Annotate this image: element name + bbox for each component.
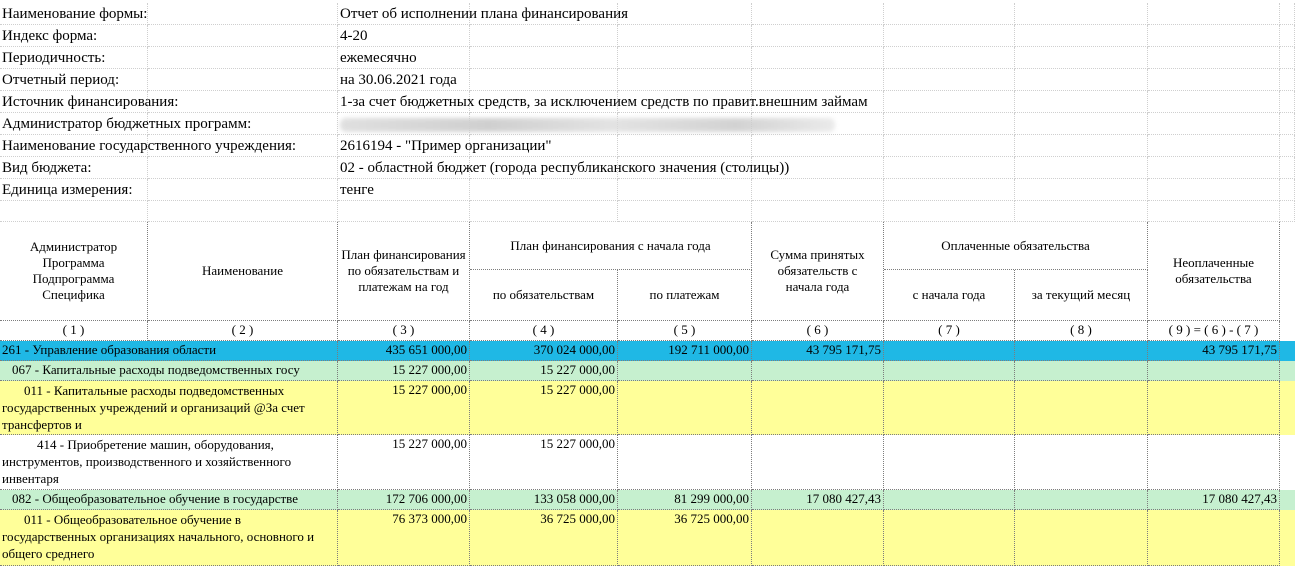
meta-row — [0, 3, 1295, 25]
cell-unpaid[interactable] — [1148, 361, 1280, 381]
cell-plan-obl[interactable]: 15 227 000,00 — [470, 435, 618, 490]
cell-paid-start[interactable] — [884, 361, 1015, 381]
table-row — [0, 490, 1295, 510]
col-number[interactable]: ( 1 ) — [0, 321, 148, 341]
cell-plan-obl[interactable]: 36 725 000,00 — [470, 510, 618, 566]
spreadsheet-cell[interactable] — [1280, 201, 1295, 222]
col-number[interactable]: ( 5 ) — [618, 321, 752, 341]
row-name[interactable]: 082 - Общеобразовательное обучение в государстве — [0, 490, 338, 510]
meta-label[interactable]: Наименование формы: — [0, 3, 148, 25]
meta-label[interactable]: Индекс форма: — [0, 25, 148, 47]
header-col3[interactable]: План финансирования по обязательствам и платежам на год — [338, 222, 470, 321]
meta-label[interactable]: Периодичность: — [0, 47, 148, 69]
spreadsheet-cell[interactable] — [884, 113, 1015, 135]
meta-value[interactable] — [338, 113, 470, 135]
cell-paid-month[interactable] — [1015, 341, 1148, 361]
spreadsheet-cell[interactable] — [1148, 179, 1280, 201]
spreadsheet-cell[interactable] — [338, 201, 470, 222]
header-col2[interactable]: Наименование — [148, 222, 338, 321]
table-row — [0, 510, 1295, 566]
meta-label[interactable]: Источник финансирования: — [0, 91, 148, 113]
header-col1[interactable]: Администратор Программа Подпрограмма Специфика — [0, 222, 148, 321]
spreadsheet-cell[interactable] — [470, 179, 618, 201]
spreadsheet-cell[interactable] — [1148, 157, 1280, 179]
spreadsheet-cell[interactable] — [148, 47, 338, 69]
cell-plan-obl[interactable]: 133 058 000,00 — [470, 490, 618, 510]
spreadsheet-cell[interactable] — [618, 179, 752, 201]
row-name[interactable]: 067 - Капитальные расходы подведомственных госу — [0, 361, 338, 381]
spreadsheet-cell[interactable] — [1148, 69, 1280, 91]
spreadsheet-cell[interactable] — [1148, 135, 1280, 157]
cell-paid-start[interactable] — [884, 341, 1015, 361]
spreadsheet-cell[interactable] — [1280, 490, 1295, 510]
spreadsheet-cell[interactable] — [148, 3, 338, 25]
row-name[interactable]: 414 - Приобретение машин, оборудования, инструментов, производственного и хозяйственного инвентаря — [0, 435, 338, 490]
meta-label[interactable]: Единица измерения: — [0, 179, 148, 201]
cell-unpaid[interactable] — [1148, 510, 1280, 566]
cell-plan-pay[interactable]: 192 711 000,00 — [618, 341, 752, 361]
col-number[interactable]: ( 7 ) — [884, 321, 1015, 341]
cell-paid-start[interactable] — [884, 381, 1015, 435]
meta-value[interactable]: на 30.06.2021 года — [338, 69, 470, 91]
cell-paid-month[interactable] — [1015, 490, 1148, 510]
spreadsheet-cell[interactable] — [1015, 179, 1148, 201]
meta-row — [0, 179, 1295, 201]
meta-label[interactable]: Администратор бюджетных программ: — [0, 113, 148, 135]
col-number[interactable]: ( 9 ) = ( 6 ) - ( 7 ) — [1148, 321, 1280, 341]
spreadsheet-cell[interactable] — [884, 135, 1015, 157]
meta-row — [0, 47, 1295, 69]
col-number[interactable]: ( 6 ) — [752, 321, 884, 341]
spreadsheet-cell[interactable] — [470, 201, 618, 222]
meta-label[interactable]: Отчетный период: — [0, 69, 148, 91]
spreadsheet-cell[interactable] — [470, 47, 618, 69]
spreadsheet-cell[interactable] — [618, 3, 752, 25]
spreadsheet-cell[interactable] — [752, 135, 884, 157]
spreadsheet-cell[interactable] — [752, 47, 884, 69]
spreadsheet-cell[interactable] — [1148, 3, 1280, 25]
meta-value[interactable]: 4-20 — [338, 25, 470, 47]
cell-plan-year[interactable]: 76 373 000,00 — [338, 510, 470, 566]
spreadsheet-cell[interactable] — [618, 201, 752, 222]
spreadsheet-cell[interactable] — [1015, 3, 1148, 25]
spreadsheet-cell[interactable] — [1148, 91, 1280, 113]
header-col8[interactable]: за текущий месяц — [1015, 270, 1148, 321]
cell-unpaid[interactable] — [1148, 435, 1280, 490]
spreadsheet-cell[interactable] — [884, 201, 1015, 222]
spreadsheet-cell[interactable] — [470, 69, 618, 91]
spreadsheet-cell[interactable] — [1280, 69, 1295, 91]
cell-paid-start[interactable] — [884, 490, 1015, 510]
spreadsheet-cell[interactable] — [1280, 179, 1295, 201]
cell-plan-pay[interactable] — [618, 381, 752, 435]
spreadsheet-cell[interactable] — [884, 47, 1015, 69]
spreadsheet-cell[interactable] — [752, 69, 884, 91]
spreadsheet-cell[interactable] — [1015, 135, 1148, 157]
spreadsheet-cell[interactable] — [1280, 113, 1295, 135]
spreadsheet-cell[interactable] — [1148, 113, 1280, 135]
cell-plan-pay[interactable] — [618, 361, 752, 381]
spreadsheet-cell[interactable] — [618, 25, 752, 47]
col-number[interactable]: ( 2 ) — [148, 321, 338, 341]
meta-value[interactable]: 2616194 - "Пример организации" — [338, 135, 470, 157]
cell-plan-year[interactable]: 435 651 000,00 — [338, 341, 470, 361]
header-col7[interactable]: с начала года — [884, 270, 1015, 321]
header-plan-group[interactable]: План финансирования с начала года — [470, 222, 752, 270]
spreadsheet-cell[interactable] — [1280, 157, 1295, 179]
meta-label[interactable]: Вид бюджета: — [0, 157, 148, 179]
cell-accepted[interactable] — [752, 361, 884, 381]
meta-label[interactable]: Наименование государственного учреждения: — [0, 135, 148, 157]
meta-row — [0, 69, 1295, 91]
spreadsheet-cell[interactable] — [470, 25, 618, 47]
table-row — [0, 341, 1295, 361]
meta-row — [0, 135, 1295, 157]
cell-accepted[interactable]: 17 080 427,43 — [752, 490, 884, 510]
cell-plan-year[interactable]: 15 227 000,00 — [338, 435, 470, 490]
header-col5[interactable]: по платежам — [618, 270, 752, 321]
cell-plan-year[interactable]: 15 227 000,00 — [338, 381, 470, 435]
header-paid-group[interactable]: Оплаченные обязательства — [884, 222, 1148, 270]
cell-plan-year[interactable]: 15 227 000,00 — [338, 361, 470, 381]
meta-value[interactable]: ежемесячно — [338, 47, 470, 69]
spreadsheet-cell[interactable] — [1015, 157, 1148, 179]
spreadsheet-cell[interactable] — [1015, 69, 1148, 91]
cell-plan-year[interactable]: 172 706 000,00 — [338, 490, 470, 510]
spreadsheet-cell[interactable] — [148, 179, 338, 201]
spreadsheet-cell[interactable] — [752, 25, 884, 47]
col-number[interactable]: ( 3 ) — [338, 321, 470, 341]
spreadsheet-cell[interactable] — [1280, 341, 1295, 361]
spreadsheet-cell[interactable] — [148, 201, 338, 222]
meta-value[interactable]: Отчет об исполнении плана финансирования — [338, 3, 470, 25]
spreadsheet-cell[interactable] — [752, 201, 884, 222]
spreadsheet-cell[interactable] — [1015, 91, 1148, 113]
spreadsheet-cell[interactable] — [752, 3, 884, 25]
cell-unpaid[interactable]: 17 080 427,43 — [1148, 490, 1280, 510]
meta-row — [0, 91, 1295, 113]
spreadsheet-cell[interactable] — [884, 179, 1015, 201]
spreadsheet-cell[interactable] — [1280, 3, 1295, 25]
cell-plan-pay[interactable]: 36 725 000,00 — [618, 510, 752, 566]
spreadsheet-cell[interactable] — [1280, 25, 1295, 47]
spreadsheet-cell[interactable] — [1280, 510, 1295, 566]
empty-row — [0, 201, 1295, 222]
spreadsheet-cell[interactable] — [618, 47, 752, 69]
spreadsheet-cell[interactable] — [148, 157, 338, 179]
spreadsheet-cell[interactable] — [1015, 113, 1148, 135]
cell-unpaid[interactable] — [1148, 381, 1280, 435]
cell-paid-month[interactable] — [1015, 435, 1148, 490]
spreadsheet-cell[interactable] — [1280, 135, 1295, 157]
cell-plan-pay[interactable] — [618, 435, 752, 490]
spreadsheet-cell[interactable] — [1015, 25, 1148, 47]
spreadsheet-cell[interactable] — [1015, 201, 1148, 222]
cell-paid-start[interactable] — [884, 435, 1015, 490]
cell-accepted[interactable] — [752, 510, 884, 566]
col-number[interactable]: ( 8 ) — [1015, 321, 1148, 341]
header-col6[interactable]: Сумма принятых обязательств с начала года — [752, 222, 884, 321]
col-number[interactable]: ( 4 ) — [470, 321, 618, 341]
cell-plan-obl[interactable]: 370 024 000,00 — [470, 341, 618, 361]
spreadsheet-cell[interactable] — [1280, 47, 1295, 69]
spreadsheet-cell[interactable] — [618, 135, 752, 157]
spreadsheet-cell[interactable] — [1280, 435, 1295, 490]
row-name[interactable]: 261 - Управление образования области — [0, 341, 338, 361]
cell-accepted[interactable]: 43 795 171,75 — [752, 341, 884, 361]
row-name[interactable]: 011 - Общеобразовательное обучение в государственных организациях начального, основного и общего среднего — [0, 510, 338, 566]
cell-paid-month[interactable] — [1015, 510, 1148, 566]
cell-plan-obl[interactable]: 15 227 000,00 — [470, 361, 618, 381]
cell-plan-pay[interactable]: 81 299 000,00 — [618, 490, 752, 510]
spreadsheet-cell[interactable] — [1280, 361, 1295, 381]
cell-paid-start[interactable] — [884, 510, 1015, 566]
cell-plan-obl[interactable]: 15 227 000,00 — [470, 381, 618, 435]
header-col9[interactable]: Неоплаченные обязательства — [1148, 222, 1280, 321]
spreadsheet-cell[interactable] — [1148, 47, 1280, 69]
spreadsheet-cell[interactable] — [1015, 47, 1148, 69]
header-col4[interactable]: по обязательствам — [470, 270, 618, 321]
cell-paid-month[interactable] — [1015, 361, 1148, 381]
spreadsheet-cell[interactable] — [884, 91, 1015, 113]
cell-accepted[interactable] — [752, 435, 884, 490]
spreadsheet-cell[interactable] — [1280, 91, 1295, 113]
spreadsheet-cell[interactable] — [884, 25, 1015, 47]
spreadsheet-cell[interactable] — [0, 201, 148, 222]
cell-paid-month[interactable] — [1015, 381, 1148, 435]
table-header — [0, 222, 1295, 321]
spreadsheet-cell[interactable] — [1148, 25, 1280, 47]
spreadsheet-cell[interactable] — [884, 157, 1015, 179]
meta-value[interactable]: тенге — [338, 179, 470, 201]
spreadsheet-cell[interactable] — [618, 69, 752, 91]
meta-value[interactable]: 1-за счет бюджетных средств, за исключением средств по правит.внешним займам — [338, 91, 470, 113]
spreadsheet-cell[interactable] — [148, 69, 338, 91]
spreadsheet-cell[interactable] — [1148, 201, 1280, 222]
meta-row — [0, 25, 1295, 47]
spreadsheet-cell[interactable] — [884, 3, 1015, 25]
cell-unpaid[interactable]: 43 795 171,75 — [1148, 341, 1280, 361]
table-row — [0, 435, 1295, 490]
spreadsheet-cell[interactable] — [752, 179, 884, 201]
spreadsheet-cell[interactable] — [1280, 381, 1295, 435]
meta-row — [0, 157, 1295, 179]
table-row — [0, 361, 1295, 381]
cell-accepted[interactable] — [752, 381, 884, 435]
meta-value[interactable]: 02 - областной бюджет (города республиканского значения (столицы)) — [338, 157, 470, 179]
table-row — [0, 381, 1295, 435]
column-numbers-row — [0, 321, 1295, 341]
spreadsheet-cell[interactable] — [148, 25, 338, 47]
spreadsheet-cell[interactable] — [884, 69, 1015, 91]
row-name[interactable]: 011 - Капитальные расходы подведомственных государственных учреждений и организаций @За счет трансфертов и — [0, 381, 338, 435]
